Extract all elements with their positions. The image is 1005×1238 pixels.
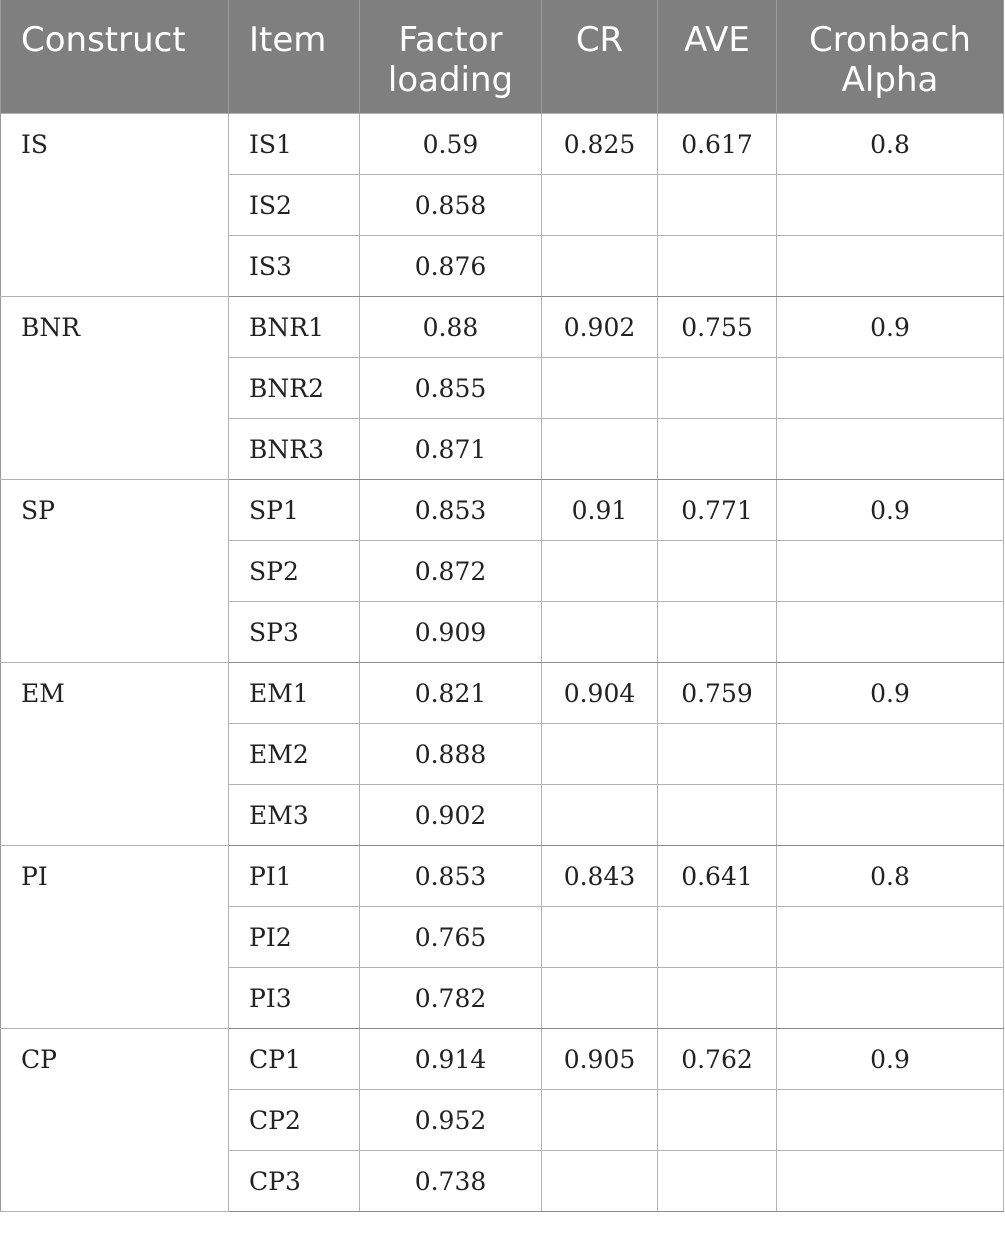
ave-cell xyxy=(658,114,777,175)
item-cell xyxy=(229,541,360,602)
header-factor-loading: Factor loading xyxy=(360,0,542,114)
cr-cell-empty xyxy=(542,907,658,968)
ave-cell-empty-text xyxy=(658,968,776,985)
item-cell-text: EM3 xyxy=(249,801,309,830)
factor-loading-cell-text: 0.88 xyxy=(422,313,479,342)
cronbach-alpha-cell-empty xyxy=(777,968,1004,1029)
factor-loading-cell xyxy=(360,602,542,663)
ave-cell xyxy=(658,846,777,907)
item-cell xyxy=(229,663,360,724)
factor-loading-cell-text: 0.765 xyxy=(414,923,487,952)
construct-cell-text: EM xyxy=(21,679,65,708)
ave-cell-empty xyxy=(658,358,777,419)
ave-cell-empty xyxy=(658,419,777,480)
ave-cell-empty xyxy=(658,968,777,1029)
item-cell xyxy=(229,175,360,236)
cronbach-alpha-cell-empty xyxy=(777,907,1004,968)
ave-cell-empty-text xyxy=(658,602,776,619)
cronbach-alpha-cell-empty-text xyxy=(777,236,1003,253)
cr-cell-empty xyxy=(542,1151,658,1212)
cronbach-alpha-cell-empty xyxy=(777,724,1004,785)
cronbach-alpha-cell-empty xyxy=(777,1090,1004,1151)
factor-loading-cell-text: 0.858 xyxy=(414,191,487,220)
factor-loading-cell-text: 0.872 xyxy=(414,557,487,586)
header-cronbach-alpha: Cronbach Alpha xyxy=(777,0,1004,114)
ave-cell-empty-text xyxy=(658,785,776,802)
item-cell xyxy=(229,1151,360,1212)
factor-loading-cell xyxy=(360,114,542,175)
ave-cell-text: 0.755 xyxy=(681,313,753,342)
cronbach-alpha-cell-empty xyxy=(777,602,1004,663)
cronbach-alpha-cell xyxy=(777,297,1004,358)
cr-cell-empty-text xyxy=(542,541,657,558)
cronbach-alpha-cell-empty xyxy=(777,358,1004,419)
factor-loading-cell xyxy=(360,297,542,358)
cronbach-alpha-cell-empty-text xyxy=(777,1090,1003,1107)
item-cell-text: BNR3 xyxy=(249,435,324,464)
construct-cell xyxy=(1,663,229,846)
item-cell xyxy=(229,846,360,907)
ave-cell-text: 0.641 xyxy=(681,862,753,891)
factor-loading-cell-text: 0.952 xyxy=(414,1106,487,1135)
item-cell xyxy=(229,907,360,968)
factor-loading-cell xyxy=(360,175,542,236)
construct-cell xyxy=(1,297,229,480)
ave-cell-empty xyxy=(658,175,777,236)
item-cell xyxy=(229,419,360,480)
item-cell-text: IS1 xyxy=(249,130,292,159)
ave-cell xyxy=(658,663,777,724)
factor-loading-cell xyxy=(360,785,542,846)
factor-loading-cell-text: 0.888 xyxy=(414,740,487,769)
ave-cell-empty xyxy=(658,907,777,968)
ave-cell-empty xyxy=(658,1090,777,1151)
cr-cell-text: 0.902 xyxy=(563,313,636,342)
cr-cell-empty-text xyxy=(542,358,657,375)
cronbach-alpha-cell xyxy=(777,846,1004,907)
construct-cell-text: BNR xyxy=(21,313,81,342)
cr-cell-text: 0.91 xyxy=(571,496,628,525)
ave-cell-empty-text xyxy=(658,1090,776,1107)
cronbach-alpha-cell-empty-text xyxy=(777,724,1003,741)
factor-loading-cell xyxy=(360,968,542,1029)
cr-cell xyxy=(542,846,658,907)
cronbach-alpha-cell xyxy=(777,114,1004,175)
item-cell xyxy=(229,358,360,419)
ave-cell-empty-text xyxy=(658,236,776,253)
cr-cell-empty-text xyxy=(542,907,657,924)
cronbach-alpha-cell-empty xyxy=(777,175,1004,236)
factor-loading-cell-text: 0.821 xyxy=(414,679,487,708)
ave-cell-empty xyxy=(658,602,777,663)
factor-loading-cell xyxy=(360,541,542,602)
cronbach-alpha-cell-empty-text xyxy=(777,785,1003,802)
construct-cell-text: SP xyxy=(21,496,55,525)
cr-cell-empty-text xyxy=(542,236,657,253)
ave-cell-text: 0.617 xyxy=(681,130,753,159)
factor-loading-cell xyxy=(360,236,542,297)
cronbach-alpha-cell-empty xyxy=(777,541,1004,602)
cronbach-alpha-cell-empty-text xyxy=(777,907,1003,924)
item-cell xyxy=(229,1090,360,1151)
factor-loading-cell xyxy=(360,480,542,541)
ave-cell-empty-text xyxy=(658,1151,776,1168)
header-cr: CR xyxy=(542,0,658,114)
item-cell-text: SP2 xyxy=(249,557,299,586)
item-cell-text: IS3 xyxy=(249,252,292,281)
cr-cell-empty xyxy=(542,419,658,480)
item-cell xyxy=(229,785,360,846)
factor-loading-cell-text: 0.876 xyxy=(414,252,487,281)
header-ave: AVE xyxy=(658,0,777,114)
factor-loading-cell-text: 0.853 xyxy=(414,862,487,891)
cr-cell xyxy=(542,114,658,175)
item-cell-text: IS2 xyxy=(249,191,292,220)
item-cell xyxy=(229,114,360,175)
cr-cell xyxy=(542,663,658,724)
cr-cell xyxy=(542,297,658,358)
table-header xyxy=(1,0,1004,114)
cr-cell-text: 0.843 xyxy=(563,862,636,891)
cronbach-alpha-cell-empty-text xyxy=(777,968,1003,985)
ave-cell-empty xyxy=(658,541,777,602)
header-construct: Construct xyxy=(1,0,229,114)
cronbach-alpha-cell-text: 0.9 xyxy=(870,313,910,342)
factor-loading-cell-text: 0.871 xyxy=(414,435,487,464)
cronbach-alpha-cell-empty xyxy=(777,236,1004,297)
construct-cell-text: IS xyxy=(21,130,49,159)
factor-loading-cell xyxy=(360,1151,542,1212)
factor-loading-cell-text: 0.855 xyxy=(414,374,487,403)
cr-cell-empty-text xyxy=(542,724,657,741)
cr-cell-text: 0.825 xyxy=(563,130,636,159)
factor-loading-cell xyxy=(360,907,542,968)
cronbach-alpha-cell-empty-text xyxy=(777,541,1003,558)
cr-cell-text: 0.905 xyxy=(563,1045,636,1074)
construct-cell xyxy=(1,480,229,663)
factor-loading-cell-text: 0.853 xyxy=(414,496,487,525)
cr-cell-empty-text xyxy=(542,785,657,802)
factor-loading-cell-text: 0.782 xyxy=(414,984,487,1013)
cr-cell-empty-text xyxy=(542,602,657,619)
item-cell xyxy=(229,1029,360,1090)
ave-cell-empty-text xyxy=(658,907,776,924)
item-cell xyxy=(229,297,360,358)
cronbach-alpha-cell-empty-text xyxy=(777,358,1003,375)
item-cell-text: PI1 xyxy=(249,862,292,891)
ave-cell xyxy=(658,1029,777,1090)
cr-cell-empty xyxy=(542,602,658,663)
ave-cell-empty-text xyxy=(658,358,776,375)
cr-cell-empty-text xyxy=(542,968,657,985)
cronbach-alpha-cell-empty xyxy=(777,1151,1004,1212)
factor-loading-cell-text: 0.738 xyxy=(414,1167,487,1196)
cr-cell-empty-text xyxy=(542,1090,657,1107)
construct-cell xyxy=(1,114,229,297)
cronbach-alpha-cell-text: 0.9 xyxy=(870,679,910,708)
ave-cell-empty xyxy=(658,236,777,297)
table-row xyxy=(1,480,1004,541)
factor-loading-cell xyxy=(360,1090,542,1151)
ave-cell-text: 0.762 xyxy=(681,1045,753,1074)
header-row xyxy=(1,0,1004,114)
factor-loading-cell xyxy=(360,724,542,785)
ave-cell-empty xyxy=(658,1151,777,1212)
factor-loading-cell xyxy=(360,1029,542,1090)
factor-loading-cell xyxy=(360,846,542,907)
cronbach-alpha-cell-empty-text xyxy=(777,1151,1003,1168)
factor-loading-cell-text: 0.914 xyxy=(414,1045,487,1074)
item-cell-text: CP1 xyxy=(249,1045,301,1074)
cr-cell xyxy=(542,480,658,541)
item-cell xyxy=(229,236,360,297)
construct-cell xyxy=(1,1029,229,1212)
cronbach-alpha-cell-empty xyxy=(777,419,1004,480)
cronbach-alpha-cell-empty-text xyxy=(777,419,1003,436)
table-row xyxy=(1,297,1004,358)
item-cell-text: BNR2 xyxy=(249,374,324,403)
item-cell xyxy=(229,602,360,663)
table-row xyxy=(1,663,1004,724)
cr-cell-empty xyxy=(542,358,658,419)
factor-loading-cell xyxy=(360,663,542,724)
cr-cell-empty xyxy=(542,1090,658,1151)
cr-cell-empty-text xyxy=(542,175,657,192)
ave-cell-empty-text xyxy=(658,419,776,436)
table-row xyxy=(1,114,1004,175)
item-cell-text: SP3 xyxy=(249,618,299,647)
cr-cell xyxy=(542,1029,658,1090)
construct-cell xyxy=(1,846,229,1029)
ave-cell-empty xyxy=(658,724,777,785)
item-cell-text: CP2 xyxy=(249,1106,301,1135)
cronbach-alpha-cell-empty-text xyxy=(777,602,1003,619)
cronbach-alpha-cell-text: 0.8 xyxy=(870,862,910,891)
cronbach-alpha-cell xyxy=(777,1029,1004,1090)
cr-cell-empty xyxy=(542,785,658,846)
ave-cell-empty-text xyxy=(658,541,776,558)
cr-cell-empty xyxy=(542,236,658,297)
item-cell-text: PI3 xyxy=(249,984,292,1013)
cronbach-alpha-cell xyxy=(777,480,1004,541)
cr-cell-empty xyxy=(542,541,658,602)
item-cell-text: EM2 xyxy=(249,740,309,769)
cronbach-alpha-cell-text: 0.8 xyxy=(870,130,910,159)
item-cell xyxy=(229,724,360,785)
factor-loading-cell-text: 0.59 xyxy=(422,130,479,159)
cronbach-alpha-cell-empty-text xyxy=(777,175,1003,192)
cronbach-alpha-cell-text: 0.9 xyxy=(870,1045,910,1074)
factor-loading-cell xyxy=(360,358,542,419)
item-cell-text: SP1 xyxy=(249,496,299,525)
factor-loading-cell xyxy=(360,419,542,480)
cronbach-alpha-cell xyxy=(777,663,1004,724)
ave-cell-text: 0.759 xyxy=(681,679,753,708)
item-cell-text: BNR1 xyxy=(249,313,324,342)
factor-loading-cell-text: 0.909 xyxy=(414,618,487,647)
table-body xyxy=(1,114,1004,1212)
ave-cell xyxy=(658,480,777,541)
cr-cell-empty xyxy=(542,724,658,785)
ave-cell-empty xyxy=(658,785,777,846)
construct-cell-text: PI xyxy=(21,862,48,891)
cr-cell-empty-text xyxy=(542,419,657,436)
item-cell xyxy=(229,968,360,1029)
ave-cell-empty-text xyxy=(658,175,776,192)
cr-cell-empty-text xyxy=(542,1151,657,1168)
cr-cell-empty xyxy=(542,175,658,236)
item-cell-text: PI2 xyxy=(249,923,292,952)
item-cell xyxy=(229,480,360,541)
cr-cell-empty xyxy=(542,968,658,1029)
cronbach-alpha-cell-text: 0.9 xyxy=(870,496,910,525)
ave-cell-empty-text xyxy=(658,724,776,741)
cronbach-alpha-cell-empty xyxy=(777,785,1004,846)
construct-cell-text: CP xyxy=(21,1045,57,1074)
header-item: Item xyxy=(229,0,360,114)
factor-loading-cell-text: 0.902 xyxy=(414,801,487,830)
item-cell-text: EM1 xyxy=(249,679,309,708)
cr-cell-text: 0.904 xyxy=(563,679,636,708)
ave-cell xyxy=(658,297,777,358)
table-row xyxy=(1,846,1004,907)
item-cell-text: CP3 xyxy=(249,1167,301,1196)
ave-cell-text: 0.771 xyxy=(681,496,753,525)
table-row xyxy=(1,1029,1004,1090)
